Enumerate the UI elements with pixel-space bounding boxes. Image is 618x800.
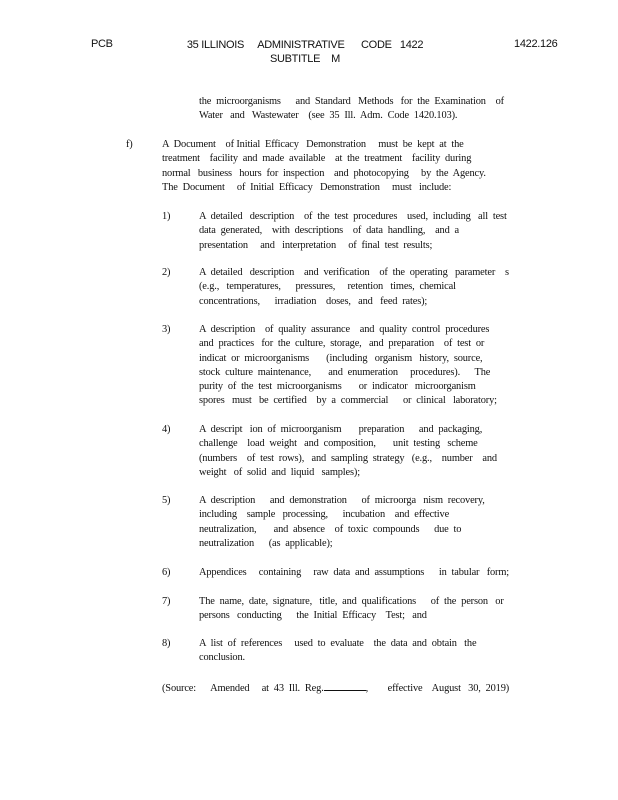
source-prefix: (Source: Amended at 43 Ill. Reg.: [162, 683, 324, 694]
item-line: The name, date, signature, title, and qualifications of the person or: [199, 596, 504, 607]
item-2-label: 2): [162, 267, 171, 278]
item-line: data generated, with descriptions of data handling, and a: [199, 225, 460, 237]
header-title: 35 ILLINOIS ADMINISTRATIVE CODE 1422: [186, 39, 424, 51]
item-line: spores must be certified by a commercial or clinical laboratory;: [199, 395, 497, 407]
item-line: concentrations, irradiation doses, and feed rates);: [199, 295, 428, 307]
item-line: A description of quality assurance and quality control procedures: [199, 324, 490, 335]
item-7-text: [199, 595, 504, 624]
item-line: stock culture maintenance, and enumeration procedures). The: [199, 366, 491, 378]
intro-line: Water and Wastewater (see 35 Ill. Adm. Code 1420.103).: [199, 110, 458, 122]
item-line: A list of references used to evaluate the data and obtain the: [199, 638, 477, 649]
item-6-label: 6): [162, 567, 171, 578]
item-1-label: 1): [162, 211, 171, 222]
item-5-label: 5): [162, 495, 171, 506]
intro-line: the microorganisms and Standard Methods for the Examination of: [199, 96, 504, 107]
item-line: challenge load weight and composition, unit testing scheme: [199, 438, 478, 450]
item-3-label: 3): [162, 324, 171, 335]
item-line: A descript ion of microorganism preparation and packaging,: [199, 424, 483, 435]
intro-paragraph: [199, 95, 504, 124]
item-line: presentation and interpretation of final test results;: [199, 239, 433, 251]
header-subtitle: SUBTITLE M: [269, 53, 341, 65]
item-line: and practices for the culture, storage, and preparation of test or: [199, 338, 485, 350]
item-3-text: [199, 323, 497, 409]
header-left: PCB: [91, 38, 113, 50]
item-line: weight of solid and liquid samples);: [199, 466, 360, 478]
item-1-text: [199, 210, 507, 253]
item-line: neutralization (as applicable);: [199, 537, 333, 549]
item-4-text: [199, 423, 497, 480]
item-line: A detailed description of the test procedures used, including all test: [199, 211, 507, 222]
section-f-paragraph: [162, 138, 486, 195]
item-6-text: [199, 566, 509, 580]
section-f-line: treatment facility and made available at the treatment facility during: [162, 153, 472, 165]
item-line: A detailed description and verification of the operating parameter s: [199, 267, 509, 278]
item-line: (numbers of test rows), and sampling strategy (e.g., number and: [199, 452, 497, 464]
item-line: purity of the test microorganisms or indicator microorganism: [199, 381, 476, 393]
section-f-line: normal business hours for inspection and photocopying by the Agency.: [162, 167, 486, 179]
item-line: Appendices containing raw data and assumptions in tabular form;: [199, 567, 510, 578]
item-line: neutralization, and absence of toxic compounds due to: [199, 523, 462, 535]
item-2-text: [199, 266, 509, 309]
register-blank-underline: [324, 680, 366, 691]
item-line: A description and demonstration of microorga nism recovery,: [199, 495, 485, 506]
section-f-label: f): [126, 139, 133, 150]
section-f-line: A Document of Initial Efficacy Demonstration must be kept at the: [162, 139, 464, 150]
item-line: indicat or microorganisms (including organism history, source,: [199, 352, 483, 364]
section-f-line: The Document of Initial Efficacy Demonstration must include:: [162, 181, 452, 193]
item-line: including sample processing, incubation and effective: [199, 509, 450, 521]
item-8-text: [199, 637, 476, 666]
item-4-label: 4): [162, 424, 171, 435]
header-center: [150, 38, 460, 66]
header-right: 1422.126: [514, 38, 558, 50]
source-note: [162, 680, 509, 696]
item-line: conclusion.: [199, 652, 245, 664]
item-7-label: 7): [162, 596, 171, 607]
source-suffix: , effective August 30, 2019): [365, 683, 510, 694]
item-line: (e.g., temperatures, pressures, retention times, chemical: [199, 281, 456, 293]
item-line: persons conducting the Initial Efficacy Test; and: [199, 610, 427, 622]
item-8-label: 8): [162, 638, 171, 649]
item-5-text: [199, 494, 485, 551]
